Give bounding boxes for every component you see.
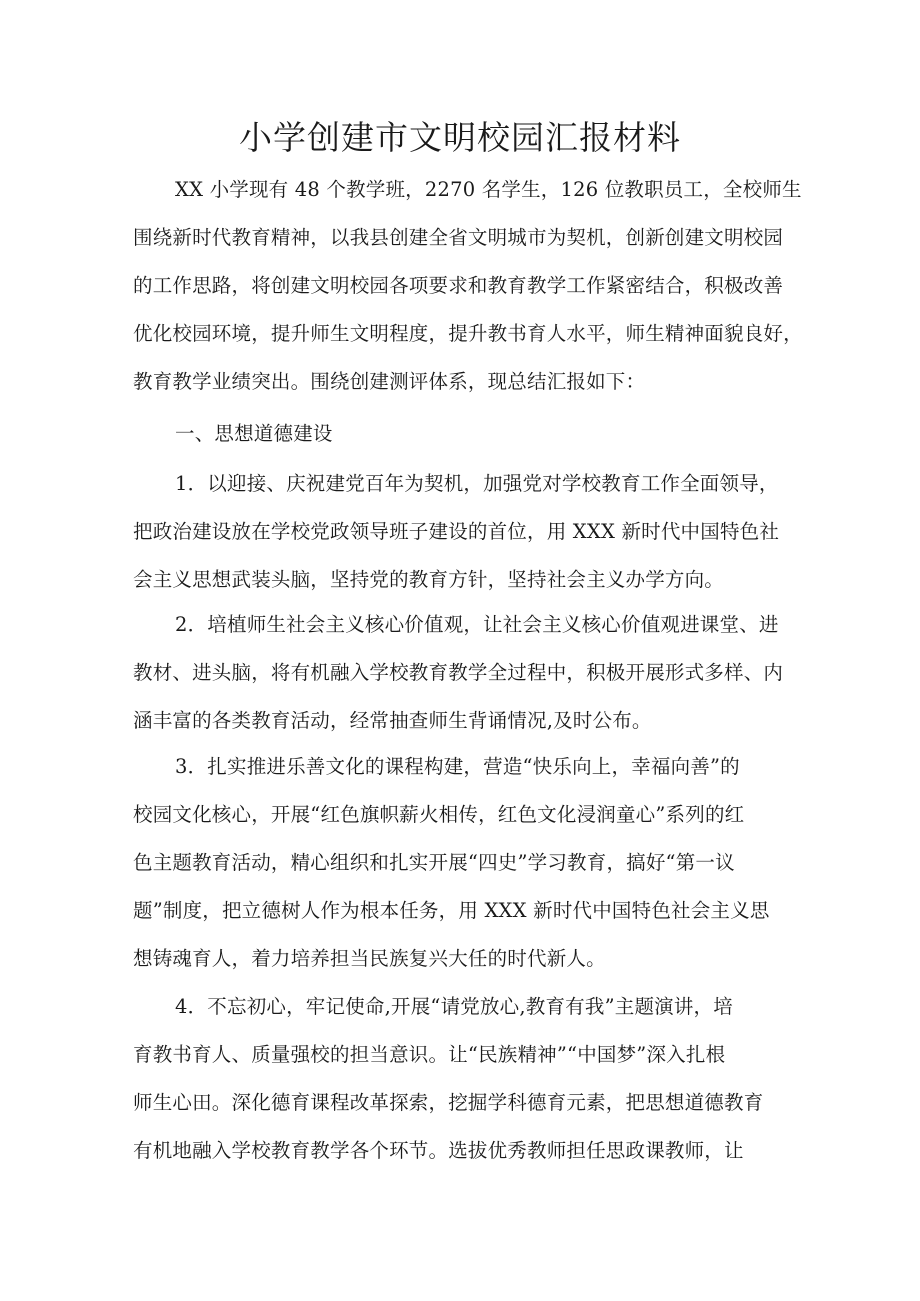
paragraph-line: XX 小学现有 48 个教学班，2270 名学生，126 位教职员工，全校师生	[175, 178, 802, 201]
paragraph-line: 涵丰富的各类教育活动，经常抽查师生背诵情况,及时公布。	[133, 709, 652, 732]
item-1-paragraph	[133, 460, 779, 604]
intro-paragraph	[133, 166, 803, 406]
paragraph-line: 2．培植师生社会主义核心价值观，让社会主义核心价值观进课堂、进	[175, 613, 779, 636]
paragraph-line: 色主题教育活动，精心组织和扎实开展“四史”学习教育，搞好“第一议	[133, 851, 735, 874]
paragraph-line: 优化校园环境，提升师生文明程度，提升教书育人水平，师生精神面貌良好，	[133, 322, 803, 345]
paragraph-line: 1．以迎接、庆祝建党百年为契机，加强党对学校教育工作全面领导，	[175, 472, 779, 495]
paragraph-line: 题”制度，把立德树人作为根本任务，用 XXX 新时代中国特色社会主义思	[133, 899, 770, 922]
item-4-paragraph	[133, 983, 763, 1175]
section-heading	[133, 410, 333, 458]
paragraph-line: 会主义思想武装头脑，坚持党的教育方针，坚持社会主义办学方向。	[133, 568, 725, 591]
paragraph-line: 围绕新时代教育精神，以我县创建全省文明城市为契机，创新创建文明校园	[133, 226, 784, 249]
item-3-paragraph	[133, 743, 770, 983]
item-2-paragraph	[133, 601, 783, 745]
paragraph-line: 师生心田。深化德育课程改革探索，挖掘学科德育元素，把思想道德教育	[133, 1091, 764, 1114]
paragraph-line: 把政治建设放在学校党政领导班子建设的首位，用 XXX 新时代中国特色社	[133, 520, 780, 543]
document-title: 小学创建市文明校园汇报材料	[239, 118, 681, 157]
paragraph-line: 教育教学业绩突出。围绕创建测评体系，现总结汇报如下：	[133, 370, 646, 393]
paragraph-line: 的工作思路，将创建文明校园各项要求和教育教学工作紧密结合，积极改善	[133, 274, 784, 297]
paragraph-line: 3．扎实推进乐善文化的课程构建，营造“快乐向上，幸福向善”的	[175, 755, 740, 778]
paragraph-line: 教材、进头脑，将有机融入学校教育教学全过程中，积极开展形式多样、内	[133, 661, 784, 684]
paragraph-line: 有机地融入学校教育教学各个环节。选拔优秀教师担任思政课教师，让	[133, 1139, 744, 1162]
paragraph-line: 校园文化核心，开展“红色旗帜薪火相传，红色文化浸润童心”系列的红	[133, 803, 745, 826]
paragraph-line: 想铸魂育人，着力培养担当民族复兴大任的时代新人。	[133, 947, 606, 970]
paragraph-line: 育教书育人、质量强校的担当意识。让“民族精神”“中国梦”深入扎根	[133, 1043, 726, 1066]
paragraph-line: 4．不忘初心，牢记使命,开展“请党放心,教育有我”主题演讲，培	[175, 995, 733, 1018]
section-heading-text: 一、思想道德建设	[175, 422, 333, 445]
